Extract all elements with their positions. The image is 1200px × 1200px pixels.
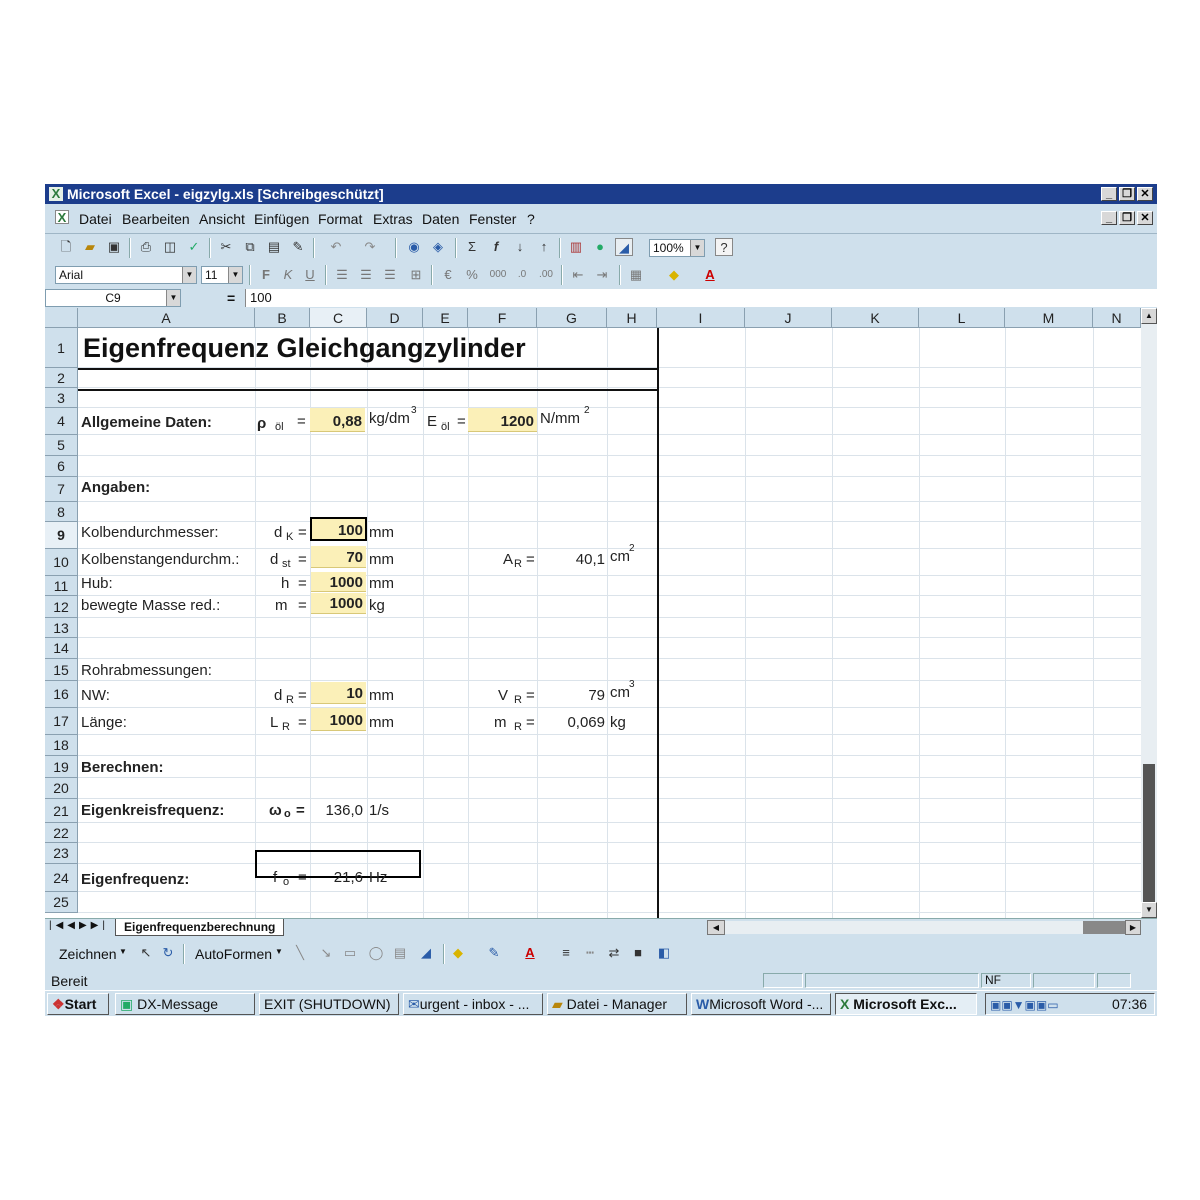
new-icon[interactable]: 🗋 — [60, 239, 72, 254]
hscroll-right-icon[interactable]: ▶ — [1125, 920, 1141, 935]
row-header-16[interactable]: 16 — [45, 681, 78, 708]
status-bar — [45, 970, 1157, 990]
e-equals: = — [457, 413, 466, 430]
sheet-tab-bar — [45, 918, 1157, 936]
kolbendurchmesser-label: Kolbendurchmesser: — [81, 524, 219, 541]
dr-symbol: d — [274, 687, 283, 704]
column-header-n[interactable]: N — [1093, 308, 1141, 328]
dr-value[interactable]: 10 — [346, 685, 363, 702]
italic-icon[interactable]: K — [283, 267, 293, 282]
chevron-down-icon: ▼ — [119, 947, 127, 956]
cut-icon[interactable]: ✂ — [220, 239, 232, 254]
merge-center-icon[interactable]: ⊞ — [410, 267, 422, 282]
chevron-down-icon: ▼ — [275, 947, 283, 956]
lr-value[interactable]: 1000 — [329, 712, 363, 729]
word-icon: W — [696, 996, 710, 1012]
row-header-10[interactable]: 10 — [45, 549, 78, 576]
column-header-f[interactable]: F — [468, 308, 537, 328]
ar-equals: = — [526, 551, 535, 568]
spellcheck-icon[interactable]: ✓ — [188, 239, 200, 254]
rohrabmessungen-label: Rohrabmessungen: — [81, 662, 212, 679]
sort-asc-icon[interactable]: ↓ — [516, 239, 524, 254]
task-datei-manager[interactable]: ▰ Datei - Manager — [547, 993, 687, 1015]
column-header-b[interactable]: B — [255, 308, 310, 328]
dst-symbol: d — [270, 551, 279, 568]
align-right-icon[interactable]: ☰ — [384, 267, 396, 282]
allgemeine-daten-label: Allgemeine Daten: — [81, 414, 212, 431]
dst-subscript: st — [282, 558, 291, 570]
fo-subscript: o — [283, 876, 290, 888]
dk-subscript: K — [286, 531, 294, 543]
omega-value: 136,0 — [325, 802, 363, 819]
doc-restore-button[interactable]: ❐ — [1119, 211, 1135, 225]
web-toolbar-icon[interactable]: ◈ — [433, 239, 443, 254]
textbox-icon[interactable]: ▤ — [393, 945, 407, 960]
excel-window — [45, 184, 1157, 1016]
menu-datei[interactable]: Datei — [79, 211, 112, 227]
row-header-13[interactable]: 13 — [45, 618, 78, 638]
autosum-icon[interactable]: Σ — [467, 239, 477, 254]
mr-value: 0,069 — [567, 714, 605, 731]
column-header-g[interactable]: G — [537, 308, 607, 328]
system-tray — [985, 993, 1155, 1015]
function-icon[interactable]: f — [493, 239, 499, 254]
task-microsoft-word[interactable]: WMicrosoft Word -... — [691, 993, 831, 1015]
menu-daten[interactable]: Daten — [422, 211, 460, 227]
row-header-4[interactable]: 4 — [45, 408, 78, 435]
arrow-icon[interactable]: ↘ — [320, 945, 332, 960]
dash-style-icon[interactable]: ┅ — [586, 945, 594, 960]
rho-unit-exp: 3 — [411, 405, 417, 416]
formatting-toolbar — [45, 262, 1157, 288]
title-bar — [45, 184, 1157, 204]
app-icon: ▣ — [120, 996, 138, 1012]
currency-icon[interactable]: € — [444, 267, 452, 282]
underline-icon[interactable]: U — [305, 267, 315, 282]
rho-equals: = — [297, 413, 306, 430]
dr-equals: = — [298, 687, 307, 704]
zeichnen-menu[interactable]: Zeichnen — [59, 946, 117, 962]
omega-unit: 1/s — [369, 802, 390, 819]
e-value[interactable]: 1200 — [500, 413, 534, 430]
redo-icon[interactable]: ↷ — [364, 239, 376, 254]
task-exit-shutdown[interactable]: EXIT (SHUTDOWN) — [259, 993, 399, 1015]
angaben-label: Angaben: — [81, 479, 151, 496]
status-text: Bereit — [51, 973, 88, 989]
m-symbol: m — [275, 597, 288, 614]
vr-subscript: R — [514, 694, 522, 706]
status-nf: NF — [981, 973, 1031, 988]
berechnen-label: Berechnen: — [81, 759, 164, 776]
print-preview-icon[interactable]: ◫ — [163, 239, 177, 254]
font-select[interactable]: Arial ▼ — [55, 266, 197, 284]
menu-ansicht[interactable]: Ansicht — [199, 211, 245, 227]
task-microsoft-excel[interactable]: X Microsoft Exc... — [835, 993, 977, 1015]
row-header-25[interactable]: 25 — [45, 892, 78, 913]
help-icon[interactable]: ? — [715, 238, 733, 256]
formula-input[interactable]: 100 — [245, 289, 1157, 307]
row-header-15[interactable]: 15 — [45, 659, 78, 681]
chevron-down-icon: ▼ — [690, 240, 704, 256]
excel-logo-icon: X — [49, 187, 63, 201]
fo-equals: = — [298, 869, 307, 886]
doc-close-button[interactable]: ✕ — [1137, 211, 1153, 225]
omega-subscript: o — [284, 808, 291, 820]
open-icon[interactable]: ▰ — [85, 239, 95, 254]
excel-icon: X — [840, 996, 854, 1012]
fill-color-icon[interactable]: ◆ — [669, 267, 679, 282]
minimize-button[interactable]: _ — [1101, 187, 1117, 201]
row-header-2[interactable]: 2 — [45, 368, 78, 388]
chevron-down-icon: ▼ — [166, 290, 180, 306]
vr-unit-exp: 3 — [629, 679, 635, 690]
bewegte-masse-label: bewegte Masse red.: — [81, 597, 221, 614]
scroll-thumb[interactable] — [1143, 764, 1155, 902]
start-button[interactable]: ❖Start — [47, 993, 109, 1015]
windows-logo-icon: ❖ — [52, 996, 65, 1012]
font-size-select[interactable]: 11 ▼ — [201, 266, 243, 284]
row-header-24[interactable]: 24 — [45, 864, 78, 892]
line-color-icon[interactable]: ✎ — [488, 945, 500, 960]
format-painter-icon[interactable]: ✎ — [292, 239, 304, 254]
ar-symbol: A — [503, 551, 514, 568]
row-header-3[interactable]: 3 — [45, 388, 78, 408]
dst-unit: mm — [369, 551, 394, 568]
ar-subscript: R — [514, 558, 522, 570]
row-header-8[interactable]: 8 — [45, 502, 78, 522]
save-icon[interactable]: ▣ — [107, 239, 121, 254]
formula-equals: = — [227, 290, 236, 306]
column-header-h[interactable]: H — [607, 308, 657, 328]
sheet-title: Eigenfrequenz Gleichgangzylinder — [83, 333, 526, 363]
increase-decimal-icon[interactable]: .0 — [517, 269, 527, 280]
dk-symbol: d — [274, 524, 283, 541]
tray-icons[interactable]: ▣▣▼▣▣▭ — [990, 998, 1059, 1012]
chevron-down-icon: ▼ — [228, 267, 242, 283]
column-header-l[interactable]: L — [919, 308, 1005, 328]
task-dx-message[interactable]: ▣ DX-Message — [115, 993, 255, 1015]
laenge-label: Länge: — [81, 714, 127, 731]
lr-subscript: R — [282, 721, 290, 733]
e-symbol: E — [427, 413, 438, 430]
row-header-19[interactable]: 19 — [45, 756, 78, 778]
rho-subscript: öl — [275, 421, 284, 433]
formula-bar — [45, 288, 1157, 308]
row-header-21[interactable]: 21 — [45, 799, 78, 823]
mr-unit: kg — [610, 714, 626, 731]
m-value[interactable]: 1000 — [329, 595, 363, 612]
m-equals: = — [298, 597, 307, 614]
menu-extras[interactable]: Extras — [373, 211, 413, 227]
hscroll-thumb[interactable] — [1083, 921, 1125, 934]
wordart-icon[interactable]: ◢ — [421, 945, 431, 960]
menu-fenster[interactable]: Fenster — [469, 211, 517, 227]
decrease-decimal-icon[interactable]: .00 — [539, 269, 553, 280]
window-title: Microsoft Excel - eigzylg.xls [Schreibgeschützt] — [67, 186, 384, 202]
row-header-5[interactable]: 5 — [45, 435, 78, 456]
3d-icon[interactable]: ◧ — [657, 945, 671, 960]
select-pointer-icon[interactable]: ↖ — [140, 945, 152, 960]
vertical-scrollbar[interactable] — [1141, 308, 1157, 918]
select-all-corner[interactable] — [45, 308, 78, 328]
dr-unit: mm — [369, 687, 394, 704]
row-header-12[interactable]: 12 — [45, 596, 78, 618]
lr-symbol: L — [270, 714, 279, 731]
omega-symbol: ω — [269, 802, 282, 819]
percent-icon[interactable]: % — [466, 267, 478, 282]
mail-icon: ✉ — [408, 996, 420, 1012]
map-icon[interactable]: ● — [596, 239, 604, 254]
active-cell — [310, 517, 367, 541]
h-symbol: h — [281, 575, 290, 592]
mr-symbol: m — [494, 714, 507, 731]
drawing-toolbar — [45, 936, 1157, 972]
row-header-11[interactable]: 11 — [45, 576, 78, 596]
paste-icon[interactable]: ▤ — [267, 239, 281, 254]
column-header-k[interactable]: K — [832, 308, 919, 328]
workbook-icon[interactable]: X — [55, 210, 69, 224]
lr-unit: mm — [369, 714, 394, 731]
row-header-18[interactable]: 18 — [45, 735, 78, 756]
column-header-m[interactable]: M — [1005, 308, 1093, 328]
drawing-icon[interactable]: ◢ — [615, 238, 633, 256]
fo-value: 21,6 — [333, 869, 363, 886]
maximize-button[interactable]: ❐ — [1119, 187, 1135, 201]
sheet-nav-icon[interactable]: |◀◀▶▶| — [49, 920, 109, 931]
oval-icon[interactable]: ◯ — [368, 945, 384, 960]
scroll-up-icon[interactable]: ▲ — [1141, 308, 1157, 324]
mr-equals: = — [526, 714, 535, 731]
rectangle-icon[interactable]: ▭ — [343, 945, 357, 960]
scroll-down-icon[interactable]: ▼ — [1141, 902, 1157, 918]
zoom-select[interactable]: 100% ▼ — [649, 239, 705, 257]
print-icon[interactable]: ⎙ — [140, 239, 152, 254]
dk-value[interactable]: 100 — [337, 522, 363, 539]
vr-equals: = — [526, 687, 535, 704]
column-header-i[interactable]: I — [657, 308, 745, 328]
e-subscript: öl — [441, 421, 450, 433]
free-rotate-icon[interactable]: ↻ — [162, 945, 174, 960]
omega-equals: = — [296, 802, 305, 819]
kolbenstangendurchm-label: Kolbenstangendurchm.: — [81, 551, 240, 568]
undo-icon[interactable]: ↶ — [330, 239, 342, 254]
rho-value[interactable]: 0,88 — [332, 413, 362, 430]
eigenkreisfrequenz-label: Eigenkreisfrequenz: — [81, 802, 225, 819]
ar-value: 40,1 — [575, 551, 605, 568]
autoformen-menu[interactable]: AutoFormen — [195, 946, 273, 962]
row-header-20[interactable]: 20 — [45, 778, 78, 799]
vr-value: 79 — [588, 687, 605, 704]
dk-unit: mm — [369, 524, 394, 541]
dst-value[interactable]: 70 — [346, 549, 363, 566]
sort-desc-icon[interactable]: ↑ — [540, 239, 548, 254]
chevron-down-icon: ▼ — [182, 267, 196, 283]
task-urgent-inbox[interactable]: ✉urgent - inbox - ... — [403, 993, 543, 1015]
ar-unit: cm — [610, 548, 630, 565]
thousands-icon[interactable]: 000 — [489, 269, 507, 280]
fo-unit: Hz — [369, 869, 388, 886]
dk-equals: = — [298, 524, 307, 541]
arrow-style-icon[interactable]: ⇄ — [608, 945, 620, 960]
horizontal-scrollbar[interactable] — [725, 921, 1083, 934]
column-header-j[interactable]: J — [745, 308, 832, 328]
menu-einfuegen[interactable]: Einfügen — [254, 211, 310, 227]
row-header-6[interactable]: 6 — [45, 456, 78, 477]
line-style-icon[interactable]: ≡ — [562, 945, 570, 960]
h-unit: mm — [369, 575, 394, 592]
column-header-d[interactable]: D — [367, 308, 423, 328]
row-header-23[interactable]: 23 — [45, 843, 78, 864]
row-header-17[interactable]: 17 — [45, 708, 78, 735]
row-header-7[interactable]: 7 — [45, 477, 78, 502]
taskbar — [45, 990, 1157, 1016]
menu-bar — [45, 204, 1157, 234]
fo-symbol: f — [273, 869, 278, 886]
dr-subscript: R — [286, 694, 294, 706]
menu-bearbeiten[interactable]: Bearbeiten — [122, 211, 190, 227]
decrease-indent-icon[interactable]: ⇤ — [572, 267, 584, 282]
sheet-tab-eigenfrequenzberechnung[interactable]: Eigenfrequenzberechnung — [115, 919, 284, 936]
name-box[interactable]: C9 ▼ — [45, 289, 181, 307]
menu-format[interactable]: Format — [318, 211, 363, 227]
rho-unit: kg/dm — [369, 410, 410, 427]
folder-icon: ▰ — [552, 996, 567, 1012]
align-center-icon[interactable]: ☰ — [360, 267, 372, 282]
close-button[interactable]: ✕ — [1137, 187, 1153, 201]
eigenfrequenz-label: Eigenfrequenz: — [81, 871, 190, 888]
dst-equals: = — [298, 551, 307, 568]
shadow-icon[interactable]: ■ — [634, 945, 642, 960]
mr-subscript: R — [514, 721, 522, 733]
e-unit: N/mm — [540, 410, 580, 427]
h-value[interactable]: 1000 — [329, 574, 363, 591]
hyperlink-icon[interactable]: ◉ — [408, 239, 420, 254]
chart-wizard-icon[interactable]: ▥ — [569, 239, 583, 254]
rho-symbol: ρ — [257, 415, 267, 432]
doc-minimize-button[interactable]: _ — [1101, 211, 1117, 225]
row-header-14[interactable]: 14 — [45, 638, 78, 659]
nw-label: NW: — [81, 687, 110, 704]
row-header-22[interactable]: 22 — [45, 823, 78, 843]
worksheet-grid[interactable] — [45, 308, 1141, 918]
hub-label: Hub: — [81, 575, 113, 592]
m-unit: kg — [369, 597, 385, 614]
vr-symbol: V — [498, 687, 509, 704]
vr-unit: cm — [610, 684, 630, 701]
column-header-c[interactable]: C — [310, 308, 367, 328]
bold-icon[interactable]: F — [262, 267, 270, 282]
font-color-icon[interactable]: A — [525, 945, 535, 960]
fill-color-icon[interactable]: ◆ — [453, 945, 463, 960]
increase-indent-icon[interactable]: ⇥ — [596, 267, 608, 282]
borders-icon[interactable]: ▦ — [629, 267, 643, 282]
copy-icon[interactable]: ⧉ — [245, 239, 255, 254]
row-header-1[interactable]: 1 — [45, 328, 78, 368]
standard-toolbar — [45, 234, 1157, 262]
hscroll-left-icon[interactable]: ◀ — [707, 920, 725, 935]
ar-unit-exp: 2 — [629, 543, 635, 554]
e-unit-exp: 2 — [584, 405, 590, 416]
lr-equals: = — [298, 714, 307, 731]
row-header-9[interactable]: 9 — [45, 522, 78, 549]
align-left-icon[interactable]: ☰ — [336, 267, 348, 282]
font-color-icon[interactable]: A — [705, 267, 715, 282]
clock: 07:36 — [1112, 996, 1148, 1012]
h-equals: = — [298, 575, 307, 592]
column-header-e[interactable]: E — [423, 308, 468, 328]
column-header-a[interactable]: A — [78, 308, 255, 328]
menu-help[interactable]: ? — [527, 211, 535, 227]
line-icon[interactable]: ╲ — [296, 945, 304, 960]
